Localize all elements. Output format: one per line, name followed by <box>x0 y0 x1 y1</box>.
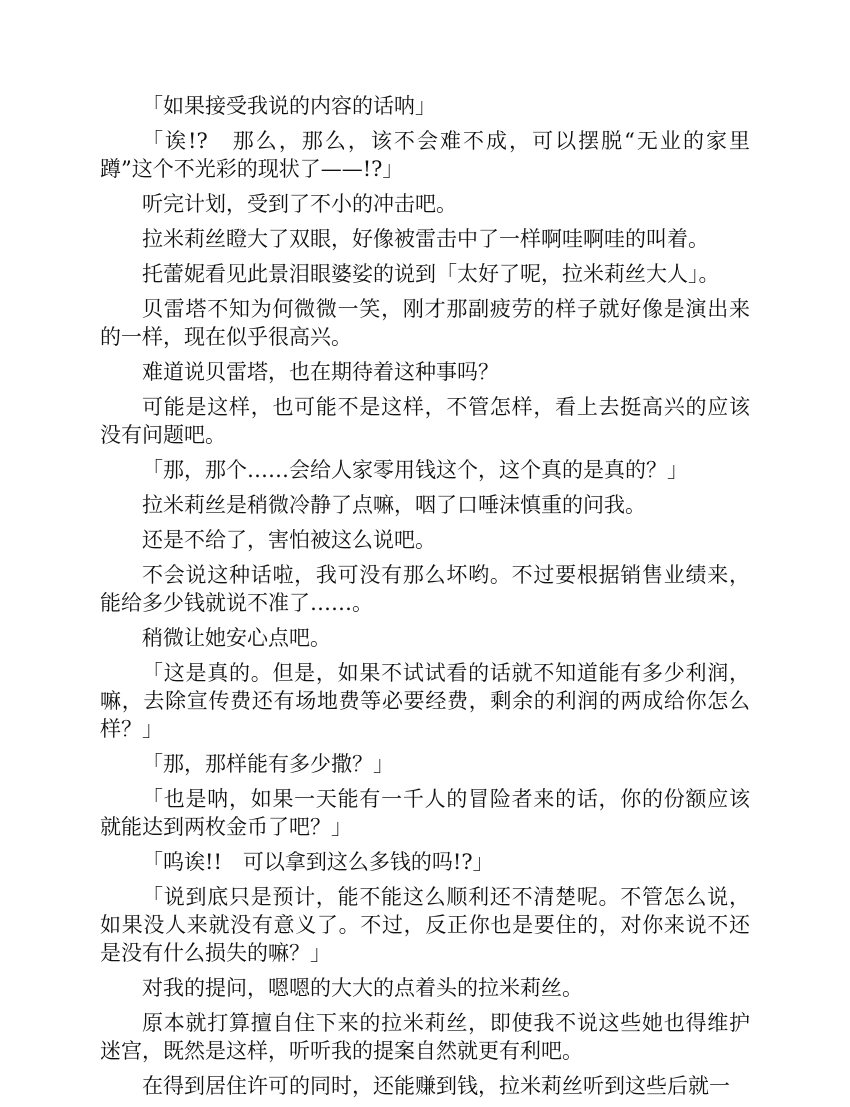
paragraph: 对我的提问，嗯嗯的大大的点着头的拉米莉丝。 <box>142 976 583 1000</box>
paragraph: 「诶!? 那么，那么，该不会难不成，可以摆脱“无业的家里蹲”这个不光彩的现状了——!?」 <box>100 129 750 181</box>
paragraph: 难道说贝雷塔，也在期待着这种事吗？ <box>142 360 499 384</box>
paragraph: 「呜诶!! 可以拿到这么多钱的吗!?」 <box>142 850 494 874</box>
paragraph: 「那，那个……会给人家零用钱这个，这个真的是真的？」 <box>142 458 688 482</box>
paragraph: 「这是真的。但是，如果不试试看的话就不知道能有多少利润，嘛，去除宣传费还有场地费等必要经费，剩余的利润的两成给你怎么样？」 <box>100 661 750 741</box>
paragraph: 「也是呐，如果一天能有一千人的冒险者来的话，你的份额应该就能达到两枚金币了吧？」 <box>100 787 750 839</box>
paragraph: 可能是这样，也可能不是这样，不管怎样，看上去挺高兴的应该没有问题吧。 <box>100 395 750 447</box>
paragraph: 稍微让她安心点吧。 <box>142 626 331 650</box>
paragraph: 托蕾妮看见此景泪眼婆娑的说到「太好了呢，拉米莉丝大人」。 <box>142 262 720 286</box>
paragraph: 拉米莉丝瞪大了双眼，好像被雷击中了一样啊哇啊哇的叫着。 <box>142 227 709 251</box>
paragraph: 听完计划，受到了不小的冲击吧。 <box>142 192 457 216</box>
paragraph: 拉米莉丝是稍微冷静了点嘛，咽了口唾沫慎重的问我。 <box>142 493 646 517</box>
paragraph: 原本就打算擅自住下来的拉米莉丝，即使我不说这些她也得维护迷宫，既然是这样，听听我的提案自然就更有利吧。 <box>100 1011 750 1063</box>
paragraph: 不会说这种话啦，我可没有那么坏哟。不过要根据销售业绩来，能给多少钱就说不准了……。 <box>100 563 750 615</box>
body-text <box>100 92 750 1107</box>
paragraph: 「说到底只是预计，能不能这么顺利还不清楚呢。不管怎么说，如果没人来就没有意义了。不过，反正你也是要住的，对你来说不还是没有什么损失的嘛？」 <box>100 885 750 965</box>
paragraph: 在得到居住许可的同时，还能赚到钱，拉米莉丝听到这些后就一 <box>142 1074 730 1098</box>
paragraph: 「如果接受我说的内容的话呐」 <box>142 94 436 118</box>
paragraph: 「那，那样能有多少撒？」 <box>142 752 394 776</box>
paragraph: 还是不给了，害怕被这么说吧。 <box>142 528 436 552</box>
paragraph: 贝雷塔不知为何微微一笑，刚才那副疲劳的样子就好像是演出来的一样，现在似乎很高兴。 <box>100 297 750 349</box>
